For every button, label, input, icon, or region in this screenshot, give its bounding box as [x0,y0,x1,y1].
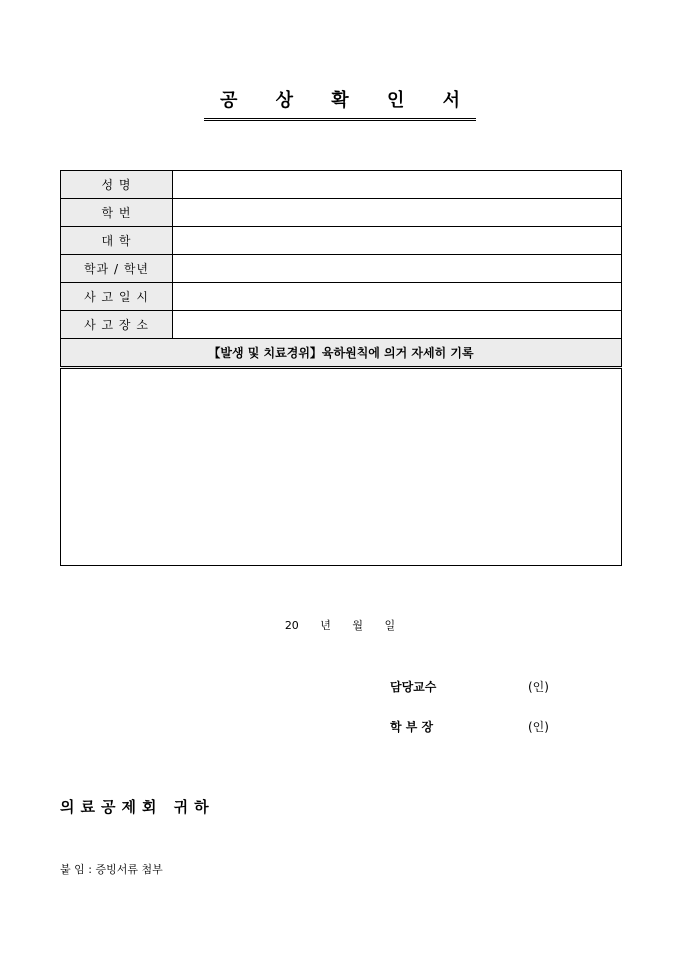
title-area [0,86,680,121]
form-row-description [61,368,622,566]
form-row-student-id [61,199,622,227]
signature-professor-seal: (인) [528,680,549,694]
field-label-accident-place: 사 고 장 소 [61,311,173,339]
field-value-student-id[interactable] [173,199,622,227]
form-row-section-header [61,339,622,368]
field-label-college: 대 학 [61,227,173,255]
form-row-accident-place [61,311,622,339]
field-value-accident-place[interactable] [173,311,622,339]
form-row-accident-datetime [61,283,622,311]
document-title: 공 상 확 인 서 [204,86,476,121]
report-form-table [60,170,622,566]
addressee: 의료공제회 귀하 [60,798,215,816]
description-area[interactable] [61,368,622,566]
signature-dean-seal: (인) [528,720,549,734]
field-value-accident-datetime[interactable] [173,283,622,311]
field-label-student-id: 학 번 [61,199,173,227]
field-label-accident-datetime: 사 고 일 시 [61,283,173,311]
form-row-college [61,227,622,255]
signature-dean-label: 학 부 장 [390,720,434,734]
form-row-department-year [61,255,622,283]
field-label-name: 성 명 [61,171,173,199]
field-value-department-year[interactable] [173,255,622,283]
field-label-department-year: 학과 / 학년 [61,255,173,283]
section-header: 【발생 및 치료경위】육하원칙에 의거 자세히 기록 [61,339,622,368]
field-value-college[interactable] [173,227,622,255]
date-line: 20 년 월 일 [284,619,396,632]
field-value-name[interactable] [173,171,622,199]
attachment-note: 붙 임 : 증빙서류 첨부 [60,863,163,876]
signature-professor-label: 담당교수 [390,680,437,694]
form-row-name [61,171,622,199]
